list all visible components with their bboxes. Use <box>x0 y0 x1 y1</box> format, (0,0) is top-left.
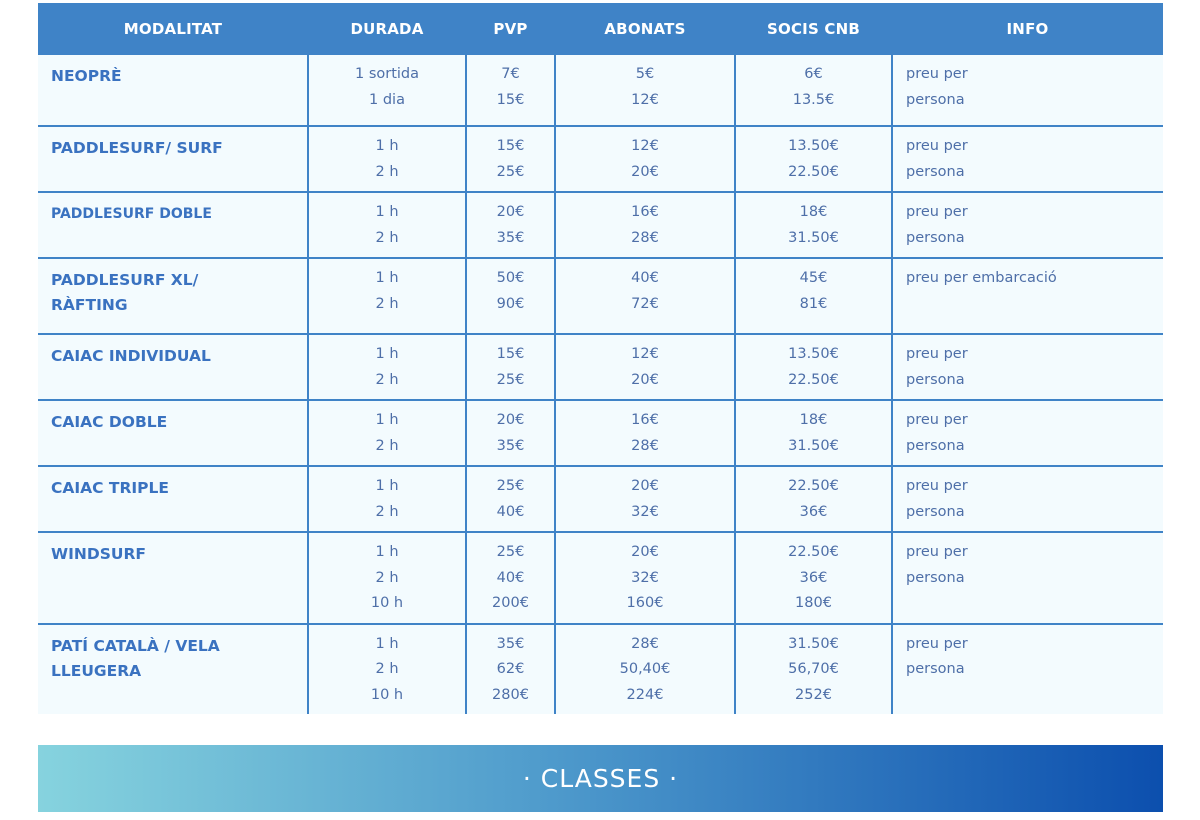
durada-cell <box>308 334 466 400</box>
pvp-cell-line: 15€ <box>496 346 525 362</box>
modalitat-cell-line: CAIAC TRIPLE <box>51 479 170 497</box>
info-cell-line: persona <box>906 503 965 520</box>
pvp-cell-line: 200€ <box>492 595 529 611</box>
pvp-cell-line: 40€ <box>496 503 525 520</box>
modalitat-cell-line: LLEUGERA <box>51 661 142 680</box>
socis-cell-line: 18€ <box>799 412 828 428</box>
abonats-cell-line: 160€ <box>626 595 664 611</box>
socis-cell-line: 31.50€ <box>788 229 839 246</box>
modalitat-cell <box>38 466 308 532</box>
durada-cell <box>308 624 466 715</box>
durada-cell-line: 10 h <box>370 686 404 703</box>
classes-title: · CLASSES · <box>522 764 679 793</box>
table-row <box>38 624 1163 715</box>
pvp-cell <box>466 624 555 715</box>
socis-cell-line: 45€ <box>799 270 828 286</box>
price-table-container <box>38 3 1163 714</box>
durada-cell-line: 1 h <box>375 635 399 652</box>
socis-cell-line: 81€ <box>799 295 828 312</box>
modalitat-cell <box>38 334 308 400</box>
abonats-cell-line: 20€ <box>631 371 659 388</box>
socis-cell-line: 180€ <box>795 595 832 611</box>
modalitat-cell <box>38 532 308 624</box>
info-cell-line: persona <box>906 371 965 388</box>
socis-cell <box>735 126 892 192</box>
abonats-cell-line: 16€ <box>631 412 659 428</box>
socis-cell <box>735 400 892 466</box>
table-row <box>38 334 1163 400</box>
header-abonats: ABONATS <box>555 3 735 55</box>
modalitat-cell-line: WINDSURF <box>51 545 146 563</box>
pvp-cell <box>466 55 555 126</box>
header-socis-cnb: SOCIS CNB <box>735 3 892 55</box>
socis-cell <box>735 466 892 532</box>
socis-cell-line: 31.50€ <box>788 635 839 652</box>
socis-cell <box>735 624 892 715</box>
durada-cell-line: 2 h <box>375 229 399 246</box>
abonats-cell-line: 12€ <box>631 346 659 362</box>
info-cell <box>892 532 1163 624</box>
durada-cell-line: 2 h <box>375 295 399 312</box>
info-cell-line: preu per <box>906 478 968 494</box>
info-cell <box>892 466 1163 532</box>
pvp-cell-line: 25€ <box>496 371 525 388</box>
socis-cell-line: 22.50€ <box>788 163 839 180</box>
durada-cell <box>308 55 466 126</box>
table-row <box>38 258 1163 334</box>
abonats-cell-line: 40€ <box>631 270 659 286</box>
table-header-row <box>38 3 1163 55</box>
socis-cell <box>735 258 892 334</box>
info-cell-line: persona <box>906 437 965 454</box>
pvp-cell-line: 20€ <box>496 204 525 220</box>
durada-cell-line: 1 h <box>375 204 399 220</box>
info-cell-line: preu per <box>906 346 968 362</box>
info-cell <box>892 192 1163 258</box>
durada-cell-line: 1 sortida <box>354 66 420 82</box>
abonats-cell-line: 12€ <box>631 138 659 154</box>
info-cell-line: preu per embarcació <box>906 270 1057 286</box>
modalitat-cell-line: PATÍ CATALÀ / VELA <box>51 636 220 655</box>
pvp-cell-line: 90€ <box>496 295 525 312</box>
pvp-cell-line: 35€ <box>496 437 525 454</box>
header-modalitat: MODALITAT <box>38 3 308 55</box>
durada-cell <box>308 258 466 334</box>
abonats-cell-line: 20€ <box>631 544 659 560</box>
durada-cell <box>308 400 466 466</box>
pvp-cell-line: 20€ <box>496 412 525 428</box>
durada-cell-line: 1 h <box>375 138 399 154</box>
abonats-cell-line: 50,40€ <box>619 661 671 677</box>
durada-cell <box>308 192 466 258</box>
socis-cell-line: 36€ <box>799 569 828 586</box>
durada-cell <box>308 466 466 532</box>
durada-cell-line: 1 dia <box>369 91 405 108</box>
abonats-cell-line: 5€ <box>635 66 655 82</box>
price-table <box>38 3 1163 714</box>
modalitat-cell <box>38 192 308 258</box>
info-cell <box>892 55 1163 126</box>
pvp-cell <box>466 400 555 466</box>
abonats-cell-line: 28€ <box>631 437 659 454</box>
socis-cell-line: 18€ <box>799 204 828 220</box>
info-cell <box>892 400 1163 466</box>
modalitat-cell-line: RÀFTING <box>51 296 128 314</box>
modalitat-cell-line: CAIAC DOBLE <box>51 413 168 431</box>
modalitat-cell-line: PADDLESURF XL/ <box>51 271 199 289</box>
durada-cell-line: 2 h <box>375 661 399 677</box>
durada-cell-line: 2 h <box>375 569 399 586</box>
abonats-cell-line: 32€ <box>631 569 659 586</box>
socis-cell-line: 13.50€ <box>788 346 839 362</box>
classes-banner <box>38 745 1163 812</box>
durada-cell-line: 10 h <box>370 595 404 611</box>
abonats-cell <box>555 126 735 192</box>
durada-cell-line: 2 h <box>375 437 399 454</box>
pvp-cell <box>466 532 555 624</box>
socis-cell-line: 22.50€ <box>788 544 839 560</box>
socis-cell-line: 22.50€ <box>788 371 839 388</box>
modalitat-cell <box>38 400 308 466</box>
header-info: INFO <box>892 3 1163 55</box>
info-cell-line: persona <box>906 91 965 108</box>
pvp-cell-line: 35€ <box>496 635 525 652</box>
pvp-cell-line: 7€ <box>501 66 520 82</box>
durada-cell-line: 1 h <box>375 270 399 286</box>
pvp-cell-line: 25€ <box>496 163 525 180</box>
socis-cell-line: 22.50€ <box>788 478 839 494</box>
info-cell-line: preu per <box>906 412 968 428</box>
abonats-cell-line: 224€ <box>626 686 664 703</box>
abonats-cell-line: 32€ <box>631 503 659 520</box>
info-cell <box>892 258 1163 334</box>
socis-cell-line: 13.5€ <box>792 91 835 108</box>
abonats-cell-line: 28€ <box>631 635 659 652</box>
info-cell-line: preu per <box>906 544 968 560</box>
table-row <box>38 466 1163 532</box>
socis-cell <box>735 55 892 126</box>
pvp-cell-line: 35€ <box>496 229 525 246</box>
modalitat-cell <box>38 624 308 715</box>
socis-cell <box>735 532 892 624</box>
abonats-cell-line: 12€ <box>631 91 659 108</box>
pvp-cell-line: 50€ <box>496 270 525 286</box>
socis-cell-line: 252€ <box>795 686 832 703</box>
modalitat-cell <box>38 258 308 334</box>
pvp-cell-line: 25€ <box>496 478 525 494</box>
pvp-cell-line: 40€ <box>496 569 525 586</box>
modalitat-cell-line: NEOPRÈ <box>51 67 122 85</box>
abonats-cell <box>555 400 735 466</box>
socis-cell-line: 6€ <box>804 66 823 82</box>
info-cell-line: persona <box>906 229 965 246</box>
header-durada: DURADA <box>308 3 466 55</box>
modalitat-cell-line: CAIAC INDIVIDUAL <box>51 347 211 365</box>
table-row <box>38 532 1163 624</box>
info-cell-line: preu per <box>906 138 968 154</box>
modalitat-cell-line: PADDLESURF DOBLE <box>51 206 212 222</box>
socis-cell-line: 13.50€ <box>788 138 839 154</box>
pvp-cell <box>466 192 555 258</box>
abonats-cell-line: 20€ <box>631 478 659 494</box>
abonats-cell-line: 28€ <box>631 229 659 246</box>
abonats-cell <box>555 55 735 126</box>
info-cell-line: preu per <box>906 204 968 220</box>
abonats-cell-line: 20€ <box>631 163 659 180</box>
abonats-cell <box>555 192 735 258</box>
modalitat-cell-line: PADDLESURF/ SURF <box>51 139 223 157</box>
info-cell-line: persona <box>906 163 965 180</box>
info-cell-line: preu per <box>906 635 968 652</box>
info-cell <box>892 624 1163 715</box>
durada-cell-line: 1 h <box>375 346 399 362</box>
modalitat-cell <box>38 55 308 126</box>
durada-cell-line: 2 h <box>375 371 399 388</box>
pvp-cell-line: 15€ <box>496 138 525 154</box>
table-row <box>38 55 1163 126</box>
pvp-cell <box>466 466 555 532</box>
socis-cell-line: 31.50€ <box>788 437 839 454</box>
abonats-cell <box>555 258 735 334</box>
durada-cell-line: 1 h <box>375 478 399 494</box>
socis-cell-line: 36€ <box>799 503 828 520</box>
pvp-cell <box>466 334 555 400</box>
abonats-cell <box>555 334 735 400</box>
pvp-cell <box>466 258 555 334</box>
pvp-cell-line: 62€ <box>496 661 525 677</box>
header-pvp: PVP <box>466 3 555 55</box>
abonats-cell <box>555 532 735 624</box>
durada-cell-line: 1 h <box>375 544 399 560</box>
abonats-cell <box>555 624 735 715</box>
durada-cell-line: 2 h <box>375 503 399 520</box>
abonats-cell-line: 16€ <box>631 204 659 220</box>
pvp-cell-line: 15€ <box>496 91 525 108</box>
socis-cell <box>735 334 892 400</box>
socis-cell-line: 56,70€ <box>788 661 839 677</box>
socis-cell <box>735 192 892 258</box>
durada-cell <box>308 532 466 624</box>
pvp-cell-line: 280€ <box>492 686 529 703</box>
pvp-cell-line: 25€ <box>496 544 525 560</box>
abonats-cell-line: 72€ <box>631 295 659 312</box>
info-cell <box>892 126 1163 192</box>
table-row <box>38 192 1163 258</box>
info-cell <box>892 334 1163 400</box>
durada-cell-line: 2 h <box>375 163 399 180</box>
table-row <box>38 126 1163 192</box>
pvp-cell <box>466 126 555 192</box>
info-cell-line: persona <box>906 569 965 586</box>
info-cell-line: persona <box>906 661 965 677</box>
modalitat-cell <box>38 126 308 192</box>
info-cell-line: preu per <box>906 66 968 82</box>
abonats-cell <box>555 466 735 532</box>
durada-cell <box>308 126 466 192</box>
durada-cell-line: 1 h <box>375 412 399 428</box>
table-row <box>38 400 1163 466</box>
